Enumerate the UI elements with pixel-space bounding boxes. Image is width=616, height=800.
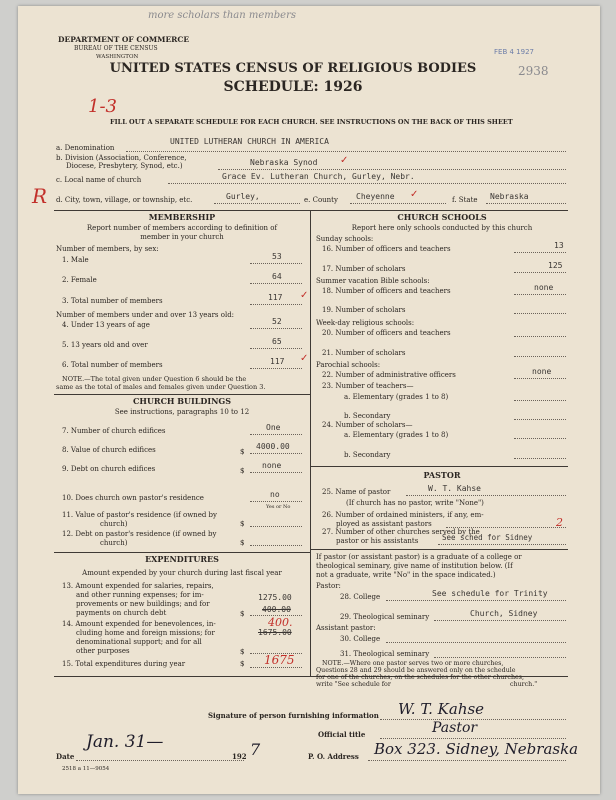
division-label-2: Diocese, Presbytery, Synod, etc.) — [66, 162, 183, 170]
q6-label: 6. Total number of members — [62, 361, 163, 369]
q17-value: 125 — [548, 261, 563, 270]
stamp-number: 2938 — [518, 64, 549, 78]
q15-value: 1675 — [264, 653, 295, 667]
q8-label: 8. Value of church edifices — [62, 446, 156, 454]
q21-label: 21. Number of scholars — [322, 349, 406, 357]
q10-hint: Yes or No — [266, 504, 291, 510]
signature-value: W. T. Kahse — [398, 700, 485, 718]
q16-value: 13 — [554, 241, 564, 250]
dollar-sign: $ — [240, 610, 245, 618]
q13-label-2: and other running expenses; for im- — [76, 591, 204, 599]
year-value: 7 — [250, 740, 261, 759]
pastor-subheading: Pastor: — [316, 582, 341, 590]
q24b-label: b. Secondary — [344, 451, 391, 459]
graduate-instructions: If pastor (or assistant pastor) is a graduate of a college or — [316, 553, 522, 561]
q11-label-2: church) — [100, 520, 128, 528]
q27-label: 27. Number of other churches served by the — [322, 528, 480, 536]
dollar-sign: $ — [240, 660, 245, 668]
q18-label: 18. Number of officers and teachers — [322, 287, 451, 295]
buildings-instructions: See instructions, paragraphs 10 to 12 — [114, 408, 250, 416]
buildings-heading: CHURCH BUILDINGS — [133, 396, 231, 406]
church-name-label: c. Local name of church — [56, 176, 142, 184]
city-value: Gurley, — [226, 192, 260, 201]
po-address-value: Box 323. Sidney, Nebraska — [374, 740, 579, 758]
form-instruction: FILL OUT A SEPARATE SCHEDULE FOR EACH CHURCH. SEE INSTRUCTIONS ON THE BACK OF THIS SHEET — [110, 118, 513, 126]
dollar-sign: $ — [240, 448, 245, 456]
q28-label: 28. College — [340, 593, 381, 601]
pencil-annotation: more scholars than members — [148, 10, 296, 21]
q24a-label: a. Elementary (grades 1 to 8) — [344, 431, 449, 439]
q16-label: 16. Number of officers and teachers — [322, 245, 451, 253]
q31-label: 31. Theological seminary — [340, 650, 430, 658]
year-prefix: 192 — [232, 752, 247, 761]
county-value: Cheyenne — [356, 192, 395, 201]
q3-label: 3. Total number of members — [62, 297, 163, 305]
q4-value: 52 — [272, 317, 282, 326]
state-value: Nebraska — [490, 192, 529, 201]
division-label: b. Division (Association, Conference, — [56, 154, 187, 162]
q17-label: 17. Number of scholars — [322, 265, 406, 273]
q10-value: no — [270, 490, 280, 499]
summer-schools-label: Summer vacation Bible schools: — [316, 277, 430, 285]
expenditures-heading: EXPENDITURES — [145, 554, 219, 564]
q28-value: See schedule for Trinity — [432, 589, 548, 598]
schools-intro: Report here only schools conducted by this church — [351, 224, 533, 232]
q12-label-2: church) — [100, 539, 128, 547]
q25-hint: (If church has no pastor, write "None") — [346, 499, 484, 507]
q10-label: 10. Does church own pastor's residence — [62, 494, 204, 502]
q7-value: One — [266, 423, 281, 432]
schedule-title: SCHEDULE: 1926 — [223, 79, 363, 95]
q14-value: 1675.00 — [258, 628, 292, 637]
q26-label-2: ployed as assistant pastors — [336, 520, 432, 528]
red-check-icon: ✓ — [340, 155, 349, 166]
q24-label: 24. Number of scholars— — [322, 421, 413, 429]
q23a-label: a. Elementary (grades 1 to 8) — [344, 393, 449, 401]
column-divider — [310, 210, 311, 676]
red-r-mark: R — [32, 184, 48, 208]
members-by-age-label: Number of members under and over 13 years old: — [56, 311, 235, 319]
graduate-instructions-3: not a graduate, write "No" in the space indicated.) — [316, 571, 496, 579]
q25-value: W. T. Kahse — [428, 484, 481, 493]
sunday-schools-label: Sunday schools: — [316, 235, 374, 243]
form-code: 2518 a 11—9054 — [62, 766, 110, 772]
denomination-value: UNITED LUTHERAN CHURCH IN AMERICA — [170, 137, 329, 146]
q2-label: 2. Female — [62, 276, 97, 284]
table-top-rule — [54, 210, 568, 211]
q19-label: 19. Number of scholars — [322, 306, 406, 314]
q29-label: 29. Theological seminary — [340, 613, 430, 621]
membership-note-2: same as the total of males and females given under Question 3. — [56, 383, 266, 391]
q14-label-2: cluding home and foreign missions; for — [76, 629, 215, 637]
q9-value: none — [262, 461, 282, 470]
q13-value-struck: 400.00 — [262, 605, 291, 614]
pastor-heading: PASTOR — [423, 470, 461, 480]
q8-value: 4000.00 — [256, 442, 290, 451]
membership-note: NOTE.—The total given under Question 6 should be the — [62, 375, 247, 383]
red-two-mark: 2 — [556, 516, 563, 529]
q13-label-4: payments on church debt — [76, 609, 167, 617]
red-check-icon: ✓ — [300, 353, 309, 364]
pastor-note-3: for one of the churches; on the schedules for the other churches, — [316, 674, 524, 681]
red-pencil-mark: 1-3 — [88, 96, 117, 117]
q13-label: 13. Amount expended for salaries, repairs, — [62, 582, 214, 590]
church-name-value: Grace Ev. Lutheran Church, Gurley, Nebr. — [222, 172, 415, 181]
official-title-value: Pastor — [432, 720, 478, 736]
graduate-instructions-2: theological seminary, give name of institution below. (If — [316, 562, 513, 570]
q14-handwritten: 400. — [268, 616, 293, 629]
signature-label: Signature of person furnishing information — [208, 711, 379, 720]
q2-value: 64 — [272, 272, 282, 281]
q27-label-2: pastor or his assistants — [336, 537, 419, 545]
q25-label: 25. Name of pastor — [322, 488, 391, 496]
q18-value: none — [534, 283, 554, 292]
q6-value: 117 — [270, 357, 285, 366]
form-title: UNITED STATES CENSUS OF RELIGIOUS BODIES — [109, 61, 477, 76]
q22-label: 22. Number of administrative officers — [322, 371, 456, 379]
q5-value: 65 — [272, 337, 282, 346]
date-value: Jan. 31— — [86, 732, 164, 752]
parochial-schools-label: Parochial schools: — [316, 361, 381, 369]
q9-label: 9. Debt on church edifices — [62, 465, 156, 473]
weekday-schools-label: Week-day religious schools: — [316, 319, 415, 327]
q1-value: 53 — [272, 252, 282, 261]
q27-value: See sched for Sidney — [442, 533, 533, 542]
membership-intro-2: member in your church — [140, 233, 224, 241]
q30-label: 30. College — [340, 635, 381, 643]
date-label: Date — [56, 752, 75, 761]
denomination-label: a. Denomination — [56, 144, 115, 152]
q13-value: 1275.00 — [258, 593, 292, 602]
pastor-note-4: write "See schedule for — [316, 681, 391, 688]
bureau-city: WASHINGTON — [96, 54, 139, 60]
department-name: DEPARTMENT OF COMMERCE — [58, 35, 190, 44]
q29-value: Church, Sidney — [470, 609, 538, 618]
q26-label: 26. Number of ordained ministers, if any, em- — [322, 511, 484, 519]
q23b-label: b. Secondary — [344, 412, 391, 420]
members-by-sex-label: Number of members, by sex: — [56, 245, 159, 253]
bureau-name: BUREAU OF THE CENSUS — [74, 45, 158, 52]
official-title-label: Official title — [318, 730, 366, 739]
pastor-note-5: church." — [510, 681, 538, 688]
red-check-icon: ✓ — [410, 189, 419, 200]
county-label: e. County — [304, 196, 338, 204]
q15-label: 15. Total expenditures during year — [62, 660, 186, 668]
po-address-label: P. O. Address — [308, 752, 359, 761]
membership-intro: Report number of members according to definition of — [86, 224, 278, 232]
q14-label: 14. Amount expended for benevolences, in- — [62, 620, 216, 628]
q14-label-4: other purposes — [76, 647, 130, 655]
q5-label: 5. 13 years old and over — [62, 341, 148, 349]
city-label: d. City, town, village, or township, etc. — [56, 196, 193, 204]
q13-label-3: provements or new buildings; and for — [76, 600, 210, 608]
dollar-sign: $ — [240, 467, 245, 475]
q20-label: 20. Number of officers and teachers — [322, 329, 451, 337]
q4-label: 4. Under 13 years of age — [62, 321, 150, 329]
q7-label: 7. Number of church edifices — [62, 427, 166, 435]
q11-label: 11. Value of pastor's residence (if owned by — [62, 511, 217, 519]
dollar-sign: $ — [240, 520, 245, 528]
state-label: f. State — [452, 196, 478, 204]
census-form-sheet — [18, 6, 600, 794]
pastor-note: NOTE.—Where one pastor serves two or more churches, — [322, 660, 504, 667]
dollar-sign: $ — [240, 648, 245, 656]
schools-heading: CHURCH SCHOOLS — [397, 212, 487, 222]
q3-value: 117 — [268, 293, 283, 302]
q22-value: none — [532, 367, 552, 376]
q1-label: 1. Male — [62, 256, 89, 264]
membership-heading: MEMBERSHIP — [148, 212, 216, 222]
received-date-stamp: FEB 4 1927 — [494, 48, 534, 56]
q12-label: 12. Debt on pastor's residence (if owned by — [62, 530, 217, 538]
q23-label: 23. Number of teachers— — [322, 382, 414, 390]
red-check-icon: ✓ — [300, 290, 309, 301]
division-value: Nebraska Synod — [250, 158, 318, 167]
dollar-sign: $ — [240, 539, 245, 547]
assistant-pastor-subheading: Assistant pastor: — [316, 624, 376, 632]
q14-label-3: denominational support; and for all — [76, 638, 202, 646]
expenditures-intro: Amount expended by your church during last fiscal year — [82, 569, 282, 577]
pastor-note-2: Questions 28 and 29 should be answered only on the schedule — [316, 667, 516, 674]
